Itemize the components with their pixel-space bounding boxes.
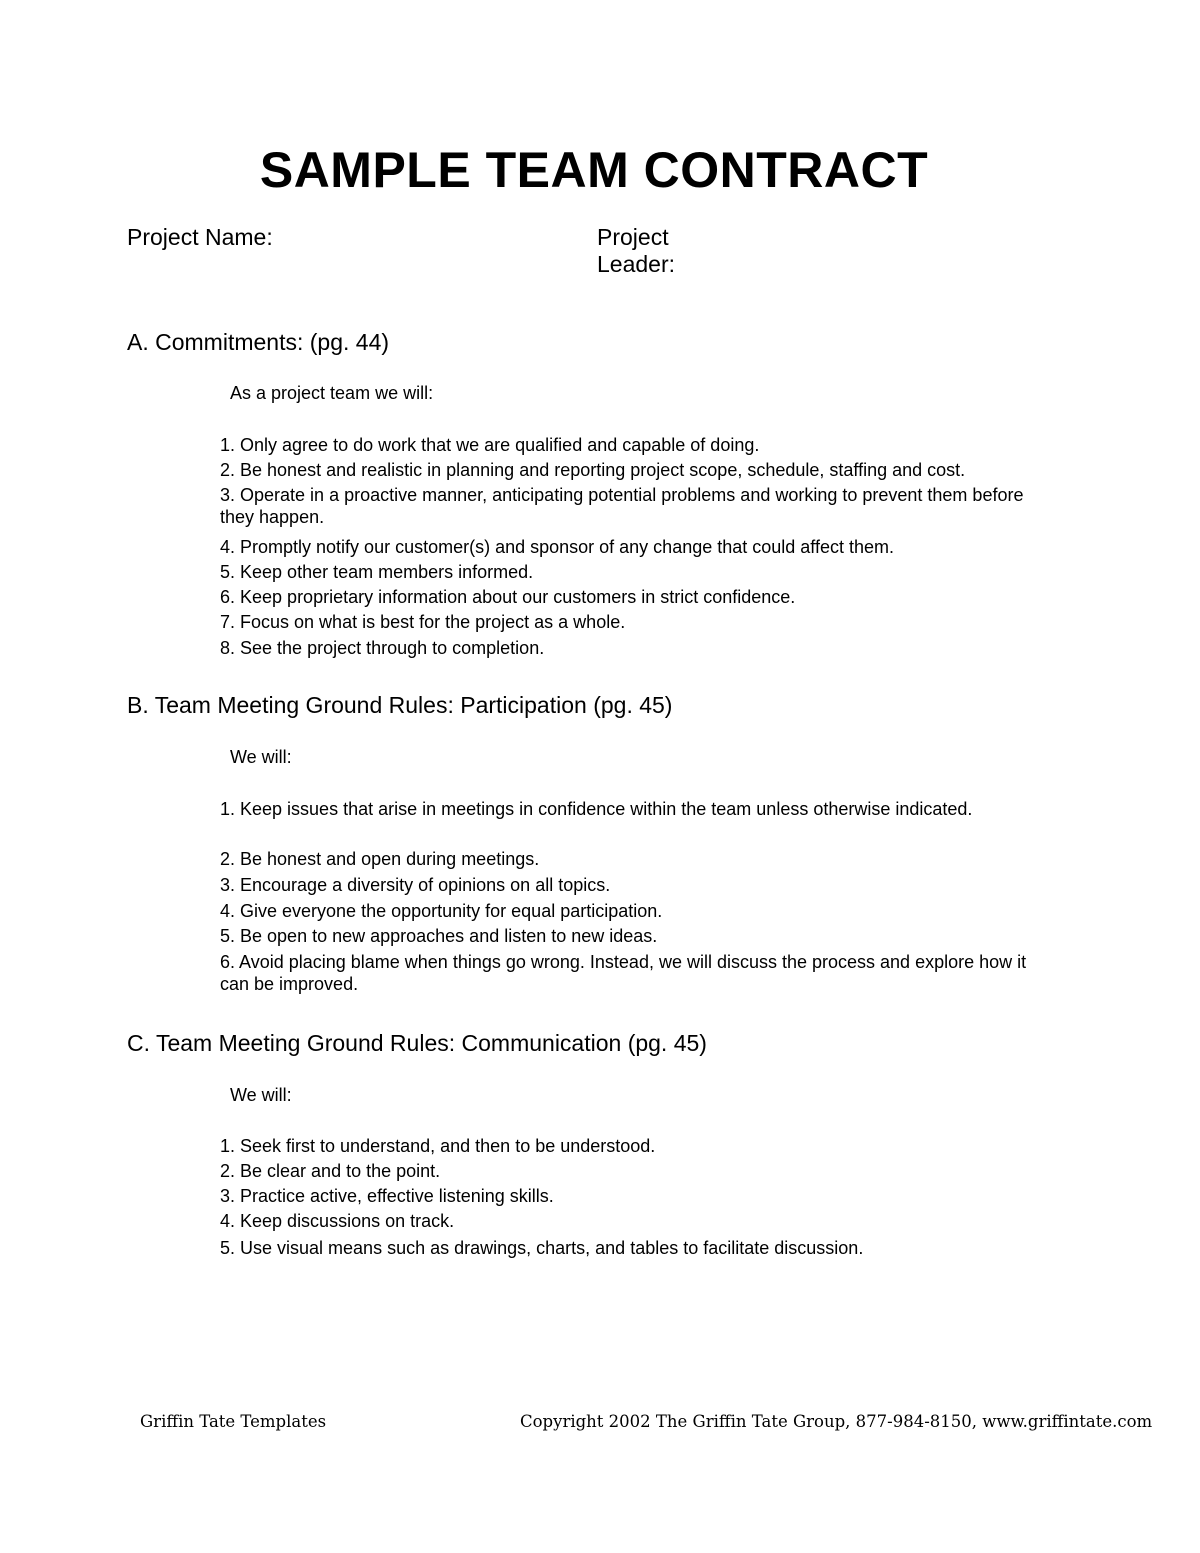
list-item: 6. Avoid placing blame when things go wrong. Instead, we will discuss the process and explore how it can be improved. xyxy=(220,952,1027,994)
section-b-heading: B. Team Meeting Ground Rules: Participation (pg. 45) xyxy=(127,692,673,718)
list-item: 1. Only agree to do work that we are qualified and capable of doing. xyxy=(220,435,760,455)
list-item: 1. Keep issues that arise in meetings in confidence within the team unless otherwise indicated. xyxy=(220,799,973,819)
list-item: 4. Promptly notify our customer(s) and sponsor of any change that could affect them. xyxy=(220,537,895,557)
list-item: 1. Seek first to understand, and then to be understood. xyxy=(220,1136,656,1156)
section-b-list xyxy=(220,798,1060,995)
footer-copyright: Copyright 2002 The Griffin Tate Group, 877-984-8150, www.griffintate.com xyxy=(520,1412,1153,1431)
footer-brand: Griffin Tate Templates xyxy=(140,1412,327,1431)
project-name-label: Project Name: xyxy=(127,224,273,250)
list-item: 3. Practice active, effective listening skills. xyxy=(220,1186,554,1206)
list-item: 4. Give everyone the opportunity for equal participation. xyxy=(220,901,663,921)
section-c-heading: C. Team Meeting Ground Rules: Communication (pg. 45) xyxy=(127,1030,707,1056)
list-item: 5. Keep other team members informed. xyxy=(220,562,534,582)
list-item: 6. Keep proprietary information about our customers in strict confidence. xyxy=(220,587,796,607)
list-item: 3. Encourage a diversity of opinions on all topics. xyxy=(220,875,611,895)
list-item: 5. Be open to new approaches and listen to new ideas. xyxy=(220,926,658,946)
list-item: 2. Be honest and open during meetings. xyxy=(220,849,540,869)
list-item: 2. Be clear and to the point. xyxy=(220,1161,441,1181)
section-a-list xyxy=(220,434,1060,659)
page-title: SAMPLE TEAM CONTRACT xyxy=(259,142,929,198)
section-b-intro: We will: xyxy=(230,747,292,767)
list-item: 8. See the project through to completion. xyxy=(220,638,545,658)
section-a-intro: As a project team we will: xyxy=(230,383,434,403)
list-item: 3. Operate in a proactive manner, anticipating potential problems and working to prevent them before they happen. xyxy=(220,485,1024,527)
list-item: 2. Be honest and realistic in planning and reporting project scope, schedule, staffing and cost. xyxy=(220,460,966,480)
list-item: 4. Keep discussions on track. xyxy=(220,1211,455,1231)
list-item: 5. Use visual means such as drawings, charts, and tables to facilitate discussion. xyxy=(220,1238,864,1258)
project-leader-label: Project Leader: xyxy=(597,224,676,277)
section-a-heading: A. Commitments: (pg. 44) xyxy=(127,329,390,355)
section-c-list xyxy=(220,1135,1060,1259)
list-item: 7. Focus on what is best for the project as a whole. xyxy=(220,612,626,632)
section-c-intro: We will: xyxy=(230,1085,292,1105)
